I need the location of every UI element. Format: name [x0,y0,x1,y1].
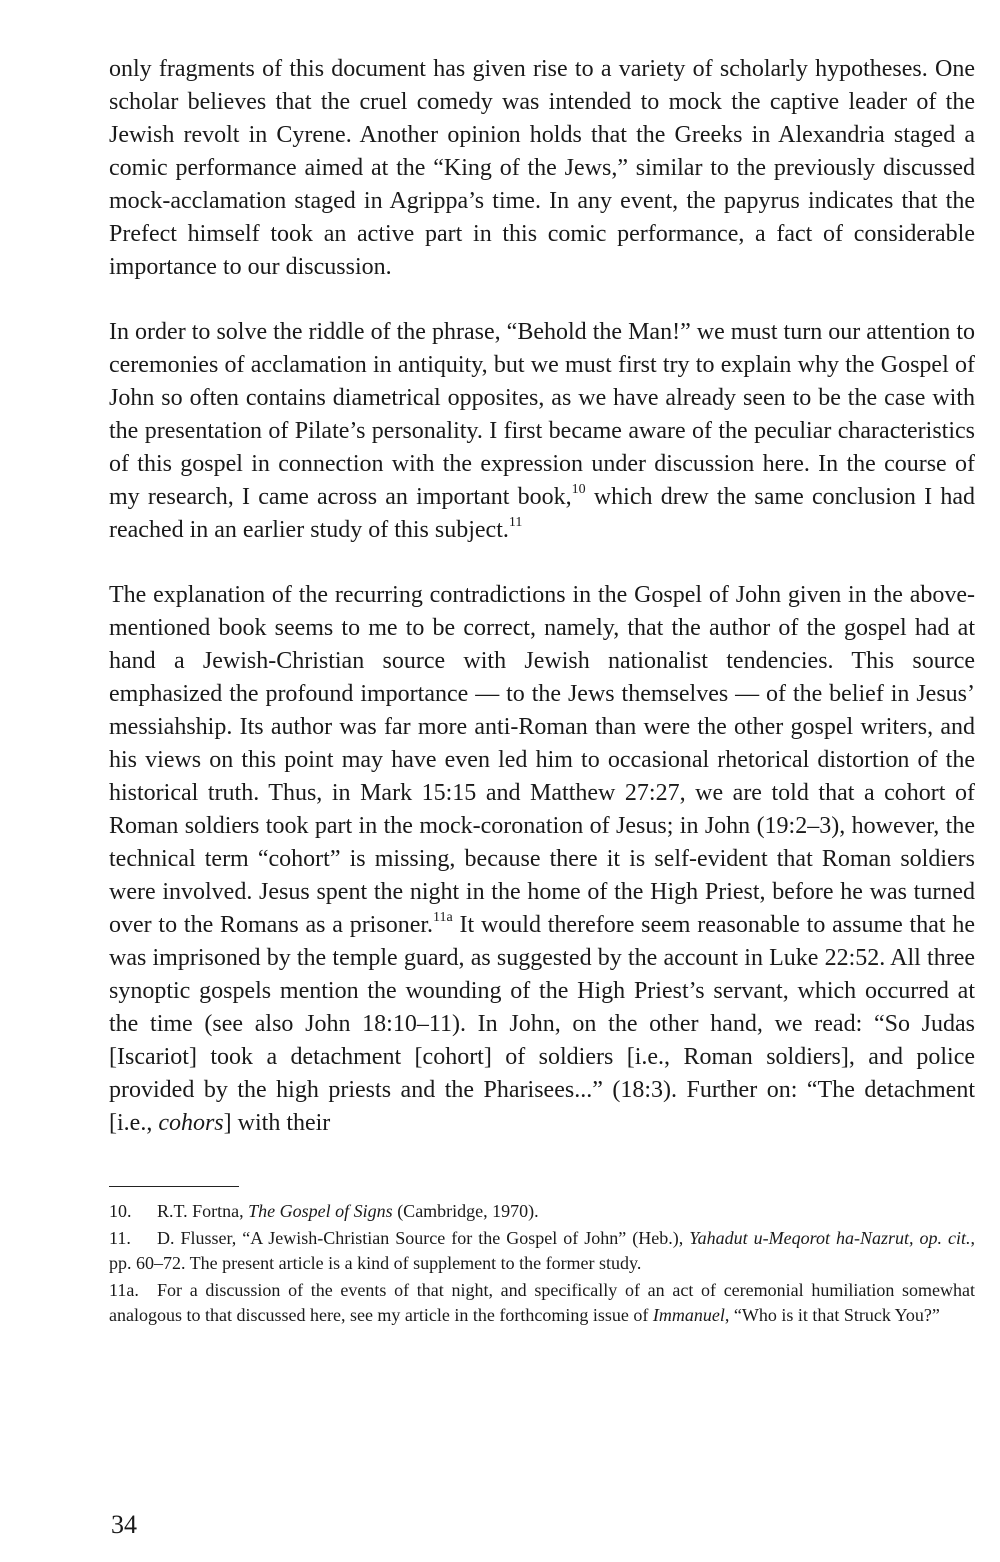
footnote-number: 10. [109,1201,132,1221]
text-run: For a discussion of the events of that night, and specifically of an act of ceremonial humiliation somewhat analogous to that discussed here, see my article in the forthcoming issue of [109,1280,975,1325]
text-run: (Cambridge, 1970). [392,1201,539,1221]
text-run: ] with their [223,1110,331,1136]
footnote-separator [109,1186,239,1187]
paragraph [109,53,975,284]
footnote [109,1226,975,1276]
body-text [109,53,975,1140]
footnote-reference: 11a [433,910,453,925]
italic-text: cohors [158,1110,224,1136]
footnote-number: 11a. [109,1280,139,1300]
italic-text: Yahadut u-Meqorot ha-Nazrut, op. cit. [689,1228,971,1248]
footnote [109,1278,975,1328]
footnote-reference: 11 [508,515,523,530]
text-run: The explanation of the recurring contradictions in the Gospel of John given in the above-mentioned book seems to me to be correct, namely, that the author of the gospel had at hand a Jewish-Christian source with Jewish nationalist tendencies. This source emphasized the profound importance — to the Jews themselves — of the belief in Jesus’ messiahship. Its author was far more anti-Roman than were the other gospel writers, and his views on this point may have even led him to occasional rhetorical distortion of the historical truth. Thus, in Mark 15:15 and Matthew 27:27, we are told that a cohort of Roman soldiers took part in the mock-coronation of Jesus; in John (19:2–3), however, the technical term “cohort” is missing, because there it is self-evident that Roman soldiers were involved. Jesus spent the night in the home of the High Priest, before he was turned over to the Romans as a prisoner. [109,582,975,938]
document-page [109,53,975,1330]
footnote-number: 11. [109,1228,131,1248]
footnotes [109,1199,975,1328]
italic-text: The Gospel of Signs [248,1201,393,1221]
text-run: It would therefore seem reasonable to assume that he was imprisoned by the temple guard, as suggested by the account in Luke 22:52. All three synoptic gospels mention the wounding of the High Priest’s servant, which occurred at the time (see also John 18:10–11). In John, on the other hand, we read: “So Judas [Iscariot] took a detachment [cohort] of soldiers [i.e., Roman soldiers], and police provided by the high priests and the Pharisees...” (18:3). Further on: “The detachment [i.e., [109,912,975,1136]
italic-text: Immanuel [652,1305,725,1325]
page-number: 34 [111,1510,137,1539]
text-run: D. Flusser, “A Jewish-Christian Source for the Gospel of John” (Heb.), [157,1228,690,1248]
text-run: , pp. 60–72. The present article is a kind of supplement to the former study. [109,1228,975,1273]
text-run: only fragments of this document has given rise to a variety of scholarly hypotheses. One scholar believes that the cruel comedy was intended to mock the captive leader of the Jewish revolt in Cyrene. Another opinion holds that the Greeks in Alexandria staged a comic performance aimed at the “King of the Jews,” similar to the previously discussed mock-acclamation staged in Agrippa’s time. In any event, the papyrus indicates that the Prefect himself took an active part in this comic performance, a fact of considerable importance to our discussion. [109,56,975,280]
text-run: R.T. Fortna, [157,1201,249,1221]
footnote [109,1199,975,1224]
footnote-reference: 10 [571,482,586,497]
text-run: which drew the same conclusion I had reached in an earlier study of this subject. [109,484,975,543]
paragraph [109,316,975,547]
paragraph [109,579,975,1140]
text-run: In order to solve the riddle of the phrase, “Behold the Man!” we must turn our attention to ceremonies of acclamation in antiquity, but we must first try to explain why the Gospel of John so often contains diametrical opposites, as we have already seen to be the case with the presentation of Pilate’s personality. I first became aware of the peculiar characteristics of this gospel in connection with the expression under discussion here. In the course of my research, I came across an important book, [109,319,975,510]
text-run: , “Who is it that Struck You?” [724,1305,940,1325]
